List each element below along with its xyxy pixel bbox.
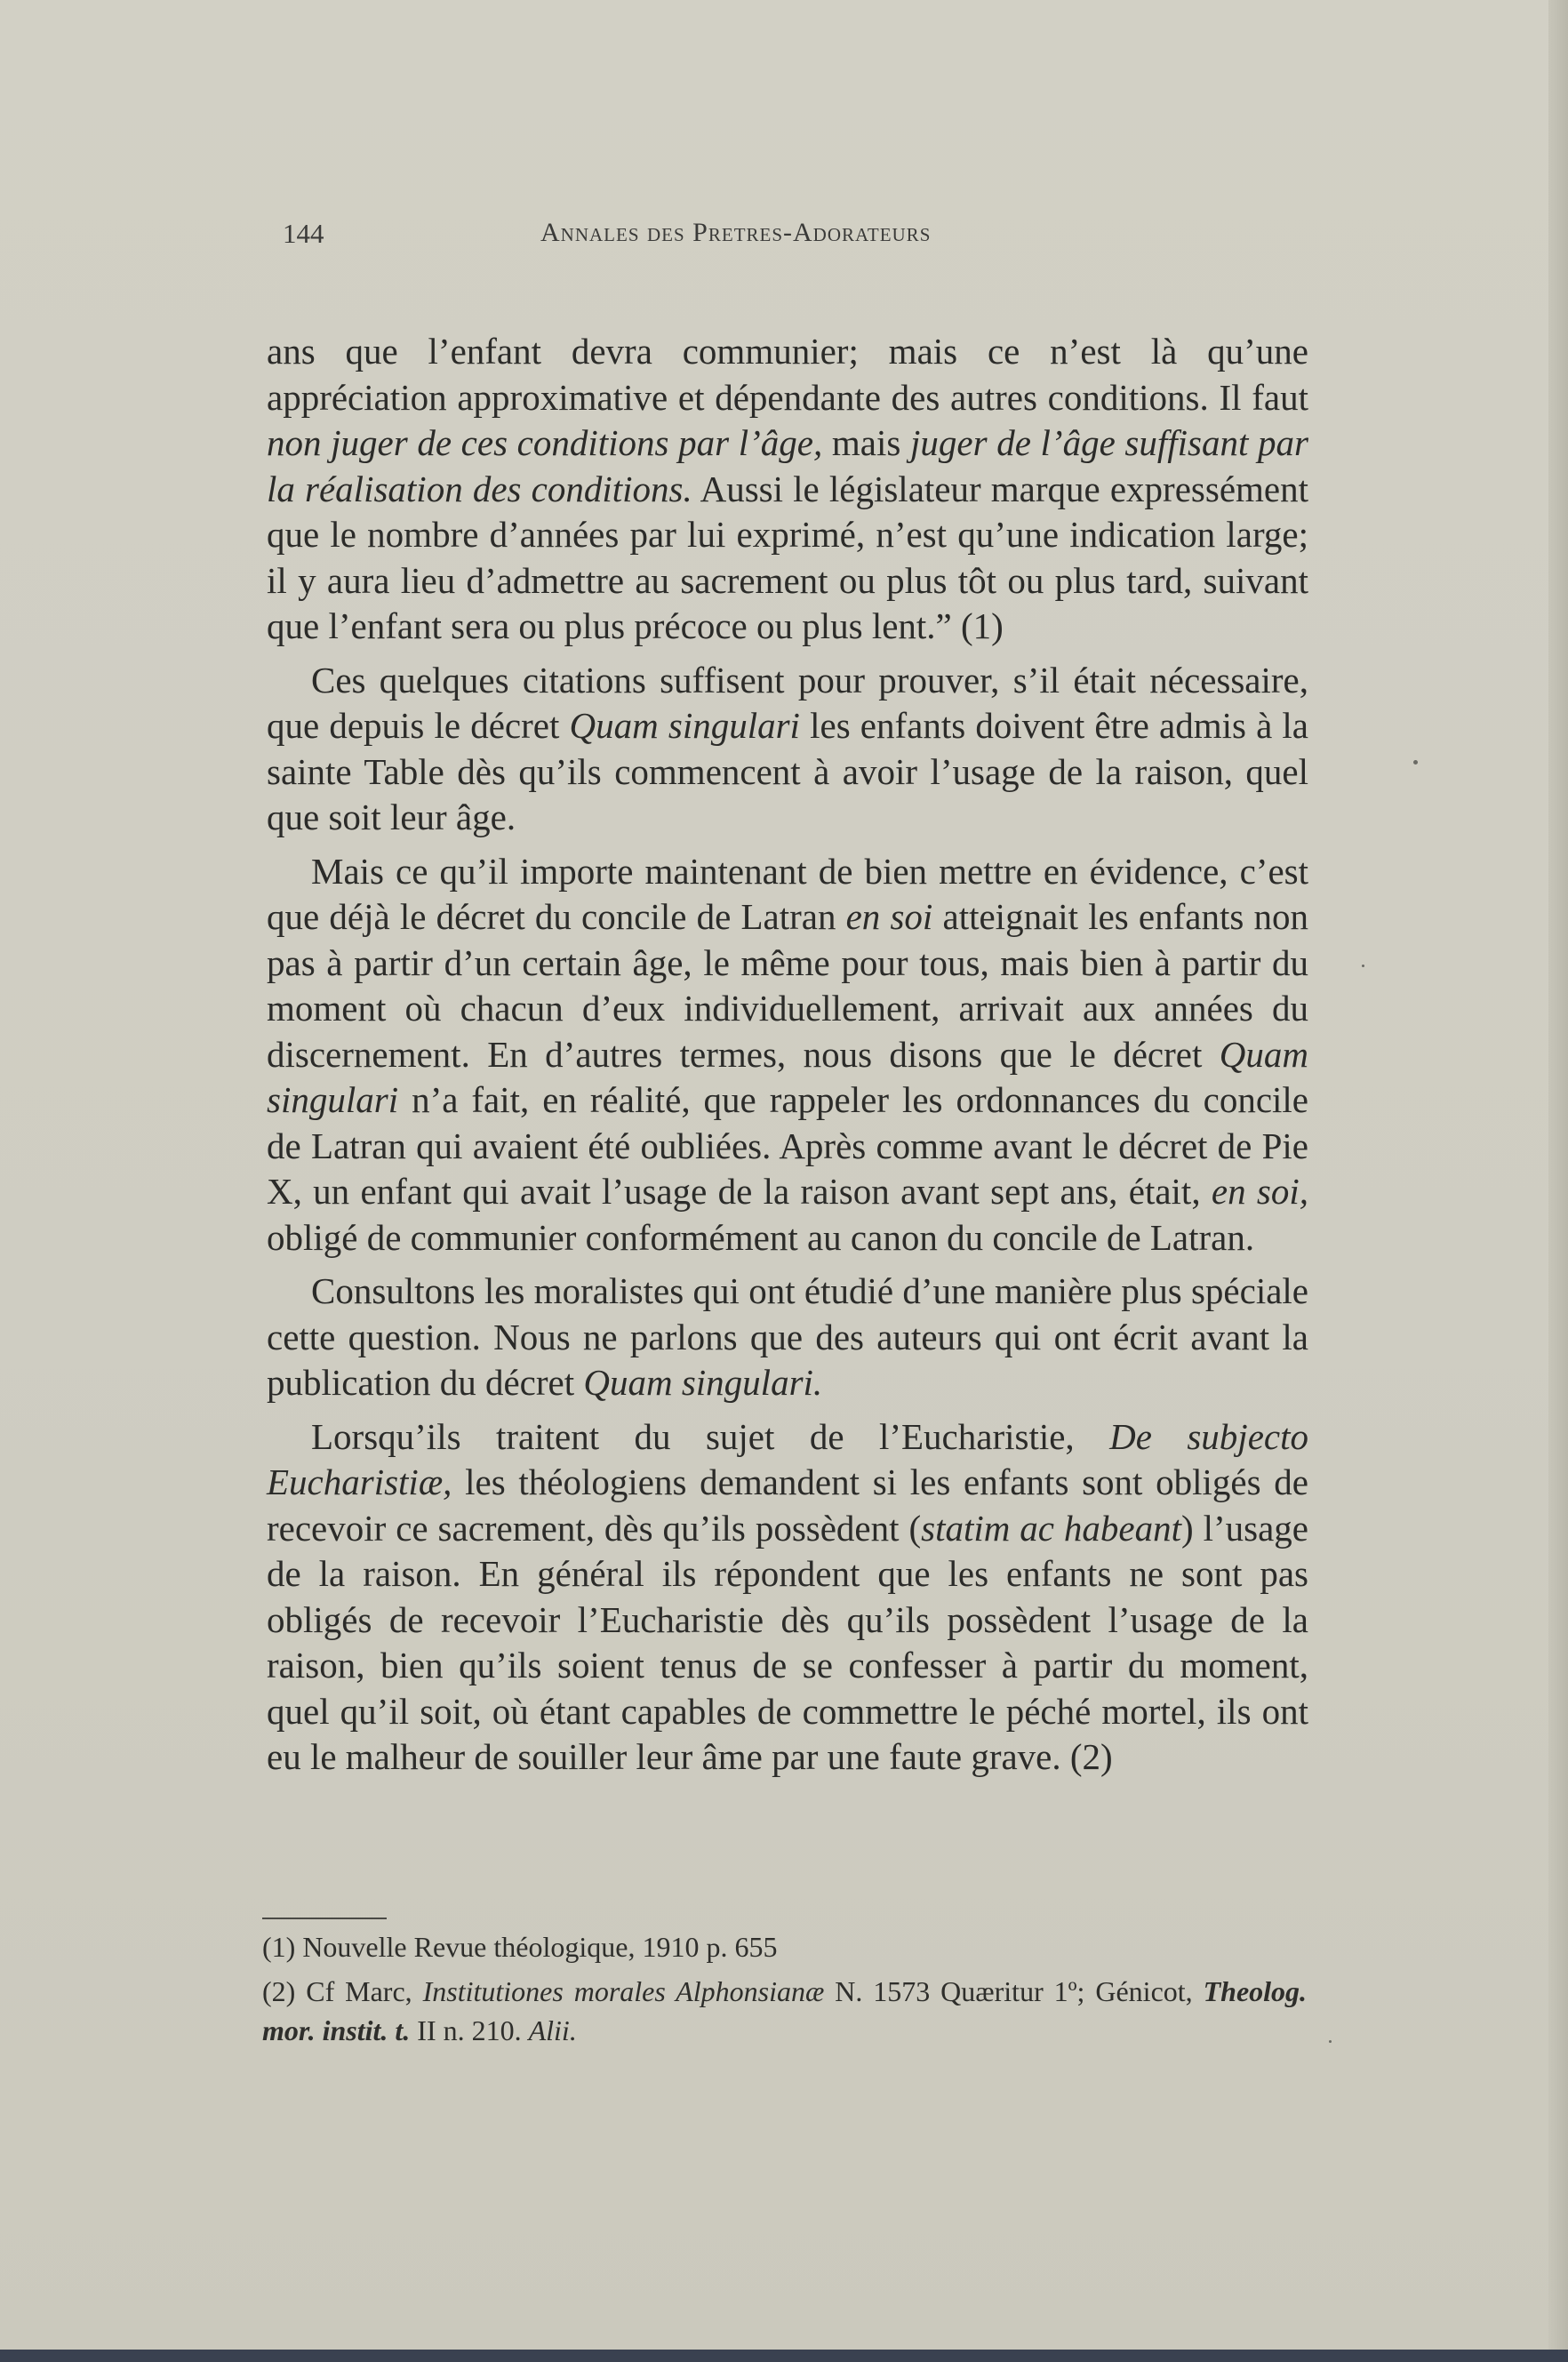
fn2-italic-f: Alii.: [528, 2014, 577, 2046]
page-right-edge: [1548, 0, 1568, 2362]
paragraph-1: [267, 329, 1308, 650]
footnote-1: (1) Nouvelle Revue théologique, 1910 p. 655: [262, 1931, 778, 1963]
page-bottom-edge: [0, 2350, 1568, 2362]
fn2-text-a: (2) Cf Marc,: [262, 1975, 423, 2007]
p1-text-a: ans que l’enfant devra communier; mais ce n’est là qu’une appréciation approximative et dépendante des autres conditions. Il faut: [267, 331, 1308, 418]
paragraph-3: [267, 849, 1308, 1261]
paper-speck: [1413, 760, 1418, 765]
p3-text-g: obligé de communier conformément au canon du concile de Latran.: [267, 1216, 1255, 1258]
p5-text-a: Lorsqu’ils traitent du sujet de l’Eucharistie,: [311, 1415, 1110, 1457]
fn2-italic-b: Institutiones morales Alphonsianæ: [422, 1975, 825, 2007]
footnote-divider: [262, 1918, 387, 1919]
p5-italic-b: De subjecto Eucharistiæ,: [267, 1415, 1308, 1502]
p1-italic-b: non juger de ces conditions par l’âge,: [267, 422, 823, 463]
p1-italic-d: juger de l’âge suffisant par la réalisation des conditions.: [267, 422, 1309, 509]
page-header: [283, 218, 1323, 253]
fn2-text-e: II n. 210.: [410, 2014, 529, 2046]
p4-text-a: Consultons les moralistes qui ont étudié d’une manière plus spéciale cette question. Nous ne parlons que des auteurs qui ont écrit avant la publication du décret: [267, 1270, 1308, 1403]
p5-text-e: ) l’usage de la raison. En général ils répondent que les enfants ne sont pas obligés de recevoir l’Eucharistie dès qu’ils possèdent l’usage de la raison, bien qu’ils soient tenus de se confesser à partir du moment, quel qu’il soit, où étant capables de commettre le péché mortel, ils ont eu le malheur de souiller leur âme par une faute grave. (2): [267, 1507, 1308, 1777]
p5-italic-d: statim ac habeant: [921, 1507, 1181, 1549]
p2-text-a: Ces quelques citations suffisent pour prouver, s’il était nécessaire, que depuis le décret: [267, 659, 1308, 746]
p3-text-a: Mais ce qu’il importe maintenant de bien mettre en évidence, c’est que déjà le décret du concile de Latran: [267, 850, 1308, 937]
p3-italic-b: en soi: [845, 896, 933, 937]
paper-speck: [1329, 2040, 1332, 2043]
paragraph-2: [267, 658, 1308, 841]
p3-italic-f: en soi,: [1211, 1171, 1308, 1212]
paper-speck: [1362, 965, 1364, 967]
p5-text-c: les théologiens demandent si les enfants sont obligés de recevoir ce sacrement, dès qu’ils possèdent (: [267, 1461, 1308, 1549]
paragraph-4: [267, 1269, 1308, 1406]
running-head: Annales des Pretres-Adorateurs: [540, 218, 932, 247]
body-text: [267, 329, 1308, 1781]
fn2-text-c: N. 1573 Quæritur 1º; Génicot,: [824, 1975, 1204, 2007]
paragraph-5: [267, 1414, 1308, 1781]
p1-text-e: Aussi le législateur marque expressément que le nombre d’années par lui exprimé, n’est qu’une indication large; il y aura lieu d’admettre au sacrement ou plus tôt ou plus tard, suivant que l’enfant sera ou plus précoce ou plus lent.” (1): [267, 468, 1308, 646]
p2-text-c: les enfants doivent être admis à la sainte Table dès qu’ils commencent à avoir l’usage de la raison, quel que soit leur âge.: [267, 705, 1308, 837]
page-number: 144: [283, 218, 324, 249]
p4-italic-b: Quam singulari.: [583, 1362, 823, 1403]
footnotes: [262, 1927, 1307, 2050]
p3-italic-d: Quam singulari: [267, 1033, 1308, 1120]
p1-text-c: mais: [822, 422, 910, 463]
fn2-italic-d: Theolog. mor. instit. t.: [262, 1975, 1308, 2046]
p2-italic-b: Quam singulari: [569, 705, 800, 746]
p3-text-e: n’a fait, en réalité, que rappeler les ordonnances du concile de Latran qui avaient été oubliées. Après comme avant le décret de Pie X, un enfant qui avait l’usage de la raison avant sept ans, était,: [267, 1079, 1308, 1212]
p3-text-c: atteignait les enfants non pas à partir d’un certain âge, le même pour tous, mais bien à partir du moment où chacun d’eux individuellement, arrivait aux années du discernement. En d’autres termes, nous disons que le décret: [267, 896, 1308, 1075]
footnote-2: [262, 1972, 1307, 2050]
